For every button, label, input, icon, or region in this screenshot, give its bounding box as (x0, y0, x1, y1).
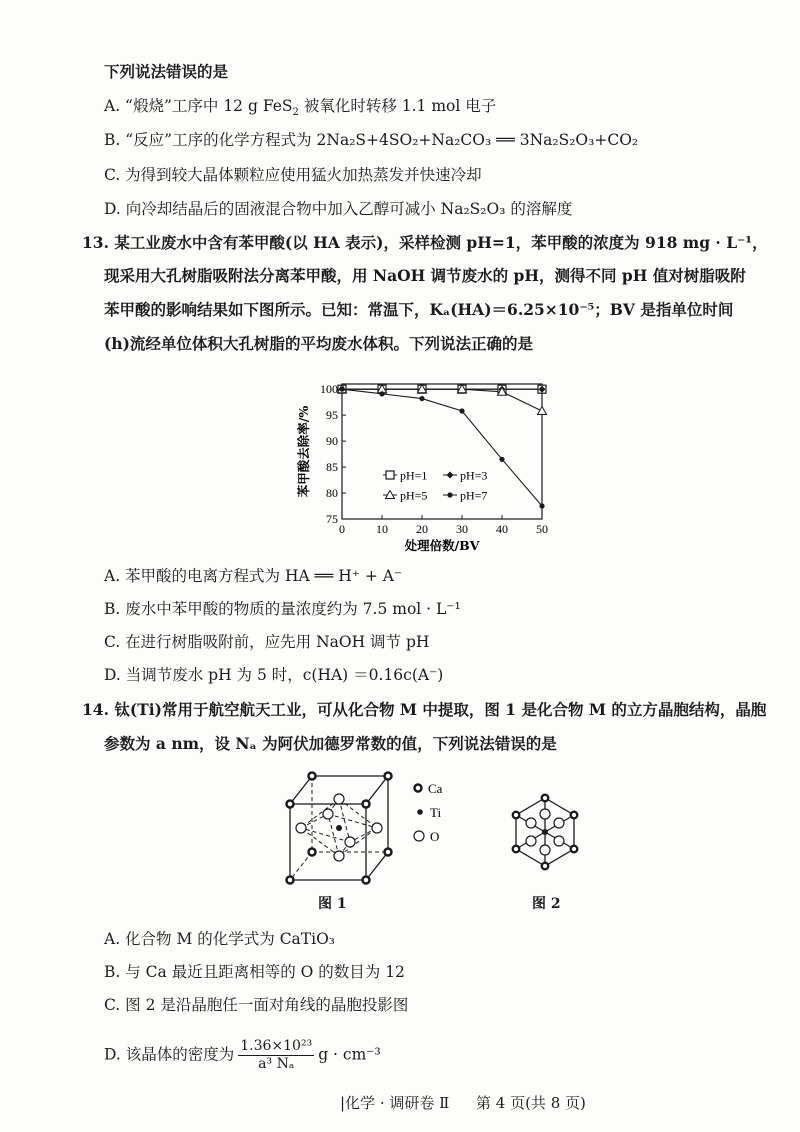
q14-option-d: D. 该晶体的密度为 $\frac{\text{1.36×10²³}}{\text{a³ Nₐ}}$ g · cm⁻³ (104, 1038, 381, 1072)
density-fraction: $\frac{\text{1.36×10²³}}{\text{a³ Nₐ}}$ (240, 1038, 313, 1072)
y-tick-label: 75 (326, 512, 338, 526)
fig1-caption: 图 1 (318, 896, 347, 912)
data-point-pH=7 (379, 391, 384, 396)
data-point-pH=7 (339, 387, 344, 392)
unit-cell-figure (270, 764, 460, 889)
x-axis-label: 处理倍数/BV (404, 538, 480, 552)
q14-stem-line1: 14. 钛(Ti)常用于航空航天工业，可从化合物 M 中提取，图 1 是化合物 M 的立方晶胞结构，晶胞 (82, 700, 767, 719)
q13-stem-line3: 苯甲酸的影响结果如下图所示。已知：常温下，Kₐ(HA)＝6.25×10⁻⁵；BV 是指单位时间 (104, 300, 734, 319)
legend-marker-pH=3 (447, 472, 454, 479)
q14-option-b: B. 与 Ca 最近且距离相等的 O 的数目为 12 (104, 963, 405, 981)
legend-ti-icon (417, 809, 423, 815)
legend-marker-pH=7 (447, 492, 452, 497)
data-point-pH=7 (499, 457, 504, 462)
x-tick-label: 30 (456, 522, 468, 536)
x-tick-label: 50 (536, 522, 548, 536)
projection-ti-atom (542, 829, 548, 835)
y-axis-label: 苯甲酸去除率/% (296, 405, 311, 498)
q13-option-d: D. 当调节废水 pH 为 5 时，c(HA) ＝0.16c(A⁻) (104, 666, 444, 684)
y-tick-label: 85 (326, 460, 338, 475)
legend-label: pH=7 (460, 488, 488, 503)
q12-option-a: A. “煅烧”工序中 12 g FeS$_2$ 被氧化时转移 1.1 mol 电子 (104, 97, 497, 119)
y-tick-label: 90 (326, 434, 338, 449)
q13-stem-line2: 现采用大孔树脂吸附法分离苯甲酸，用 NaOH 调节废水的 pH，测得不同 pH 值对树脂吸附 (104, 266, 746, 285)
legend-ti-label: Ti (430, 805, 442, 820)
legend-label: pH=5 (400, 488, 428, 503)
legend-marker-pH=1 (386, 471, 394, 479)
removal-rate-chart (290, 372, 560, 552)
data-point-pH=7 (539, 503, 544, 508)
q14-option-a: A. 化合物 M 的化学式为 CaTiO₃ (104, 930, 336, 948)
q14-stem-line2: 参数为 a nm，设 Nₐ 为阿伏加德罗常数的值，下列说法错误的是 (104, 734, 557, 753)
footer-page: 第 4 页(共 8 页) (476, 1094, 586, 1112)
legend-ca-label: Ca (428, 781, 443, 796)
data-point-pH=7 (419, 396, 424, 401)
legend-o-label: O (430, 829, 440, 844)
legend-o-icon (414, 831, 424, 841)
data-point-pH=5 (538, 407, 547, 415)
q12-option-c: C. 为得到较大晶体颗粒应使用猛火加热蒸发并快速冷却 (104, 166, 482, 184)
legend-label: pH=3 (460, 468, 488, 483)
footer-subject: |化学 · 调研卷 Ⅱ (340, 1094, 450, 1112)
q12-stem: 下列说法错误的是 (104, 62, 229, 81)
x-tick-label: 0 (339, 522, 345, 536)
legend-ca-icon (415, 785, 422, 792)
y-tick-label: 100 (320, 382, 338, 397)
series-line-pH=7 (342, 389, 542, 506)
q13-option-a: A. 苯甲酸的电离方程式为 HA ══ H⁺ + A⁻ (104, 567, 403, 585)
q12-option-d: D. 向冷却结晶后的固液混合物中加入乙醇可减小 Na₂S₂O₃ 的溶解度 (104, 200, 573, 218)
x-tick-label: 40 (496, 522, 508, 536)
q13-option-c: C. 在进行树脂吸附前，应先用 NaOH 调节 pH (104, 633, 430, 651)
data-point-pH=7 (459, 408, 464, 413)
legend-label: pH=1 (400, 468, 428, 483)
fig2-caption: 图 2 (532, 896, 561, 912)
x-tick-label: 10 (376, 522, 388, 536)
y-tick-label: 80 (326, 486, 338, 501)
projection-figure (505, 792, 585, 872)
x-tick-label: 20 (416, 522, 428, 536)
q14-option-c: C. 图 2 是沿晶胞任一面对角线的晶胞投影图 (104, 996, 409, 1014)
q13-option-b: B. 废水中苯甲酸的物质的量浓度约为 7.5 mol · L⁻¹ (104, 600, 461, 618)
q13-stem-line4: (h)流经单位体积大孔树脂的平均废水体积。下列说法正确的是 (104, 334, 533, 353)
q13-stem-line1: 13. 某工业废水中含有苯甲酸(以 HA 表示)，采样检测 pH=1，苯甲酸的浓度为 918 mg · L⁻¹， (82, 233, 768, 252)
ti-atom (336, 825, 342, 831)
y-tick-label: 95 (326, 408, 338, 423)
q12-option-b: B. “反应”工序的化学方程式为 2Na₂S+4SO₂+Na₂CO₃ ══ 3Na₂S₂O₃+CO₂ (104, 131, 639, 149)
